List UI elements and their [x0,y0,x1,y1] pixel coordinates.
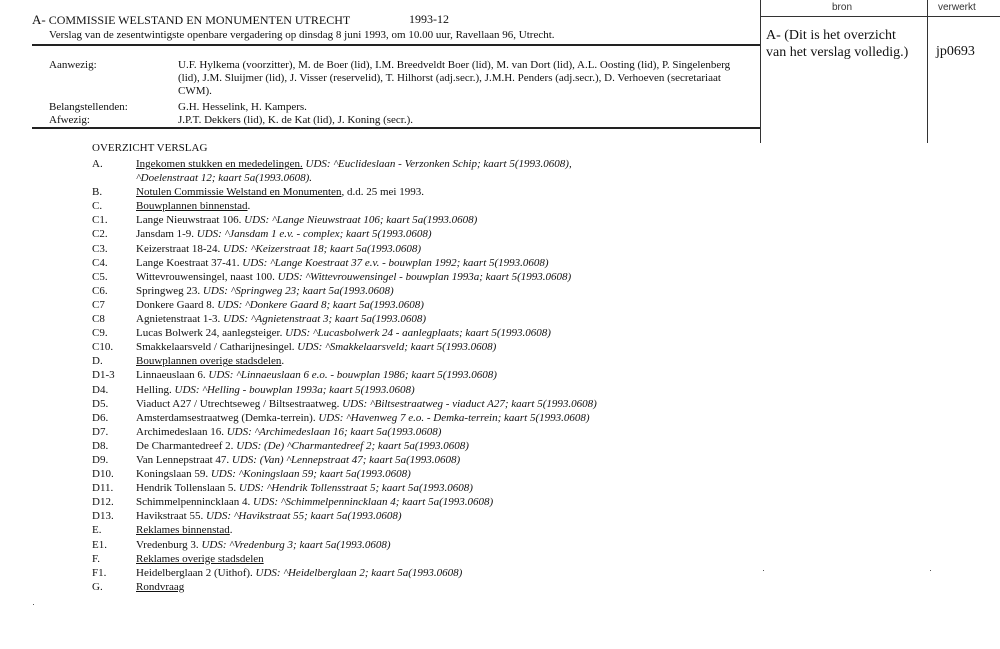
aanwezig-label: Aanwezig: [49,59,97,71]
column-border [927,0,928,143]
item-key: D6. [92,411,109,424]
item-text [136,566,462,580]
item-text [136,453,460,467]
item-desc: Helling. [136,383,175,396]
item-desc: Van Lennepstraat 47. [136,453,232,466]
item-key: F1. [92,566,107,579]
item-key: D10. [92,468,114,481]
item-desc: Agnietenstraat 1-3. [136,313,224,326]
item-text [136,368,497,382]
item-desc: Linnaeuslaan 6. [136,369,209,382]
item-text [136,312,426,326]
item-uds: UDS: ^Lange Koestraat 37 e.v. - bouwplan 1992; kaart 5(1993.0608) [242,256,549,269]
item-uds: UDS: ^Archimedeslaan 16; kaart 5a(1993.0608) [226,425,442,438]
item-key: D5. [92,397,109,410]
item-desc: Amsterdamsestraatweg (Demka-terrein). [136,411,319,424]
item-text [136,523,233,537]
item-heading: Rondvraag [136,580,185,593]
item-desc: . [229,524,233,537]
item-key: G. [92,580,103,593]
report-number: 1993-12 [409,12,449,26]
item-key: D8. [92,439,109,452]
item-key: D4. [92,383,109,396]
item-key: C5. [92,270,108,283]
title-text: COMMISSIE WELSTAND EN MONUMENTEN UTRECHT [48,13,351,27]
item-key: C1. [92,214,108,227]
processed-ref: jp0693 [936,44,975,59]
item-text [136,185,424,199]
item-uds: UDS: ^Springweg 23; kaart 5a(1993.0608) [202,284,394,297]
item-text [136,242,421,256]
item-key: C6. [92,284,108,297]
item-desc: Viaduct A27 / Utrechtseweg / Biltsestraatweg. [136,397,343,410]
item-key: C9. [92,327,108,340]
item-uds: UDS: ^Hendrik Tollensstraat 5; kaart 5a(1993.0608) [238,482,473,495]
item-key: D12. [92,496,114,509]
item-uds: UDS: ^Wittevrouwensingel - bouwplan 1993a; kaart 5(1993.0608) [277,270,572,283]
item-desc: Springweg 23. [136,284,203,297]
afwezig-value: J.P.T. Dekkers (lid), K. de Kat (lid), J. Koning (secr.). [178,114,414,126]
item-heading: Ingekomen stukken en mededelingen. [136,158,303,170]
divider [32,127,760,129]
item-desc: Koningslaan 59. [136,468,211,481]
item-uds: UDS: ^Keizerstraat 18; kaart 5a(1993.0608) [223,242,422,255]
item-uds: UDS: ^Heidelberglaan 2; kaart 5a(1993.0608) [255,566,463,579]
item-key: B. [92,186,103,199]
item-desc: Lucas Bolwerk 24, aanlegsteiger. [136,327,286,340]
item-uds: UDS: ^Havenweg 7 e.o. - Demka-terrein; kaart 5(1993.0608) [318,411,590,424]
item-desc: . [281,355,285,368]
item-uds: UDS: ^Biltsestraatweg - viaduct A27; kaart 5(1993.0608) [342,397,597,410]
item-text [136,284,394,298]
item-text [136,326,551,340]
item-desc: Havikstraat 55. [136,510,206,523]
item-desc: Schimmelpennincklaan 4. [136,496,253,509]
item-key: C4. [92,256,108,269]
item-key: D13. [92,510,114,523]
header-border [760,16,1000,17]
item-text [136,227,432,241]
item-text [136,467,411,481]
col-bron-header: bron [832,2,853,13]
item-key: F. [92,552,100,565]
item-text [136,439,469,453]
item-text [136,171,312,185]
item-text [136,383,415,397]
item-key: E. [92,524,102,537]
item-heading: Bouwplannen overige stadsdelen [136,355,282,368]
item-key: D11. [92,482,114,495]
item-text [136,270,571,284]
item-key: E1. [92,538,107,551]
col-verwerkt-header: verwerkt [938,2,976,13]
item-desc: . [247,200,251,213]
item-text [136,213,477,227]
overview-heading: OVERZICHT VERSLAG [92,142,208,154]
note-line: A- (Dit is het overzicht [766,28,896,43]
item-text [136,495,493,509]
item-key: C8 [92,313,105,326]
item-key: D. [92,355,103,368]
item-uds: UDS: ^Helling - bouwplan 1993a; kaart 5(1993.0608) [174,383,415,396]
item-uds: UDS: (Van) ^Lennepstraat 47; kaart 5a(1993.0608) [231,453,461,466]
item-key: C2. [92,228,108,241]
item-text [136,509,402,523]
afwezig-label: Afwezig: [49,114,90,126]
item-text [136,411,590,425]
item-uds: UDS: ^Euclideslaan - Verzonken Schip; kaart 5(1993.0608), [305,158,572,170]
item-desc: Lange Nieuwstraat 106. [136,214,245,227]
item-heading: Reklames binnenstad [136,524,230,537]
item-uds: UDS: (De) ^Charmantedreef 2; kaart 5a(1993.0608) [236,439,469,452]
item-text [136,256,549,270]
source-note [766,27,908,61]
item-uds: UDS: ^Schimmelpennincklaan 4; kaart 5a(1993.0608) [253,496,494,509]
item-text [136,552,264,566]
item-desc: Smakkelaarsveld / Catharijnesingel. [136,341,298,354]
item-desc: De Charmantedreef 2. [136,439,237,452]
item-text [136,298,424,312]
item-uds: UDS: ^Smakkelaarsveld; kaart 5(1993.0608) [297,341,497,354]
meeting-subtitle: Verslag van de zesentwintigste openbare vergadering op dinsdag 8 juni 1993, om 10.00 uur, Ravellaan 96, Utrecht. [49,29,555,41]
item-desc: Jansdam 1-9. [136,228,197,241]
item-key: C. [92,200,103,213]
belangstellenden-label: Belangstellenden: [49,101,128,113]
item-uds: UDS: ^Linnaeuslaan 6 e.o. - bouwplan 1986; kaart 5(1993.0608) [208,369,497,382]
item-key: D1-3 [92,369,115,382]
item-uds: UDS: ^Lucasbolwerk 24 - aanlegplaats; kaart 5(1993.0608) [285,327,551,340]
item-desc: , d.d. 25 mei 1993. [341,186,424,199]
item-uds: UDS: ^Lange Nieuwstraat 106; kaart 5a(1993.0608) [244,214,478,227]
item-uds: UDS: ^Donkere Gaard 8; kaart 5a(1993.0608) [217,298,424,311]
item-uds: UDS: ^Koningslaan 59; kaart 5a(1993.0608) [210,468,411,481]
item-key: D9. [92,453,109,466]
item-key: C10. [92,341,114,354]
section-prefix: A- [32,12,46,27]
item-text [136,354,284,368]
item-key: C7 [92,298,105,311]
item-text [136,580,184,594]
item-uds: UDS: ^Havikstraat 55; kaart 5a(1993.0608) [205,510,402,523]
item-desc: Wittevrouwensingel, naast 100. [136,270,278,283]
item-key: D7. [92,425,109,438]
column-border [760,0,761,143]
item-heading: Notulen Commissie Welstand en Monumenten [136,186,342,199]
item-desc: Heidelberglaan 2 (Uithof). [136,566,256,579]
belangstellenden-value: G.H. Hesselink, H. Kampers. [178,101,307,113]
note-line: van het verslag volledig.) [766,45,909,60]
item-desc: Hendrik Tollenslaan 5. [136,482,239,495]
committee-title [32,12,350,28]
aanwezig-value: U.F. Hylkema (voorzitter), M. de Boer (lid), I.M. Breedveldt Boer (lid), M. van Dort (lid), A.L. Oosting (lid), P. Singelenberg (lid), J.M. Sluijmer (lid), J. Visser (reservelid), T. Hilhorst (adj.secr.), J.M.H. Penders (adj.secr.), D. Verhoeven (secretariaat CWM). [178,59,731,97]
item-uds: ^Doelenstraat 12; kaart 5a(1993.0608). [136,172,313,185]
item-key: C3. [92,242,108,255]
item-uds: UDS: ^Jansdam 1 e.v. - complex; kaart 5(1993.0608) [196,228,432,241]
item-text [136,340,496,354]
item-uds: UDS: ^Agnietenstraat 3; kaart 5a(1993.0608) [223,313,426,326]
item-desc: Archimedeslaan 16. [136,425,227,438]
item-desc: Lange Koestraat 37-41. [136,256,243,269]
divider [32,44,760,46]
item-text [136,397,597,411]
item-uds: UDS: ^Vredenburg 3; kaart 5a(1993.0608) [201,538,391,551]
item-heading: Reklames overige stadsdelen [136,552,264,565]
item-key: A. [92,158,103,170]
item-desc: Donkere Gaard 8. [136,298,218,311]
item-text [136,199,250,213]
item-desc: Vredenburg 3. [136,538,202,551]
item-text [136,425,441,439]
item-text [136,538,391,552]
item-text [136,157,572,171]
item-text [136,481,473,495]
item-desc: Keizerstraat 18-24. [136,242,224,255]
item-heading: Bouwplannen binnenstad [136,200,248,213]
